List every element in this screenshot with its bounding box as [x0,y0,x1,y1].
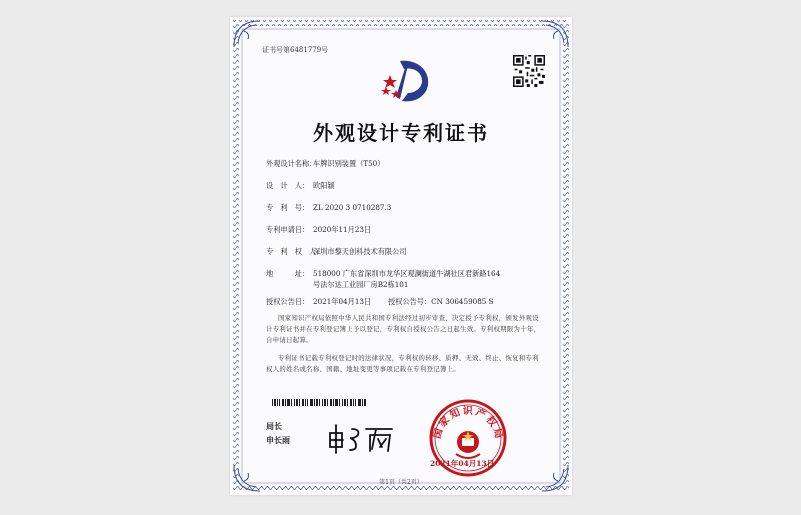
cnipa-logo-icon [378,57,434,107]
address-row-continued: 号法尔达工业园厂房B2栋101 [313,280,409,289]
barcode-icon [272,399,367,406]
seal-date: 2021年04月13日 [430,459,495,468]
certificate-number: 证书号第6481779号 [262,46,329,54]
grant-paragraph: 国家知识产权局依照中华人民共和国专利法经过初步审查，决定授予专利权，颁发外观设计专利证书并在专利登记簿上予以登记，专利权自授权公告之日起生效。专利权期限为十年，自申请日起算。 [266,314,541,344]
application-date-row: 专利申请日： 2020年11月23日 [266,225,372,234]
grant-date-row: 授权公告日： 2021年04月13日 [266,297,372,306]
designer-row: 设 计 人： 欧阳颖 [266,181,335,190]
patentee-row: 专 利 权 人：深圳市黎天创科技术有限公司 [266,247,407,256]
patent-certificate [230,17,572,495]
certificate-title: 外观设计专利证书 [313,121,489,145]
page-footer: 第1页（共2页） [379,479,423,486]
director-title: 局长 [266,421,282,431]
svg-text:国家知识产权局: 国家知识产权局 [431,405,505,442]
patent-number-row: 专 利 号： ZL 2020 3 0710287.3 [266,203,392,212]
legal-status-paragraph: 专利证书记载专利权登记时的法律状况，专利权的转移、质押、无效、终止、恢复和专利权人的姓名或名称、国籍、地址变更等事项记载在专利登记簿上。 [266,354,539,373]
grant-number-row: 授权公告号：CN 306459085 S [388,297,494,306]
handwritten-signature-icon [326,421,398,455]
qr-code-icon [513,55,545,87]
address-row: 地 址： 518000 广东省深圳市龙华区观澜街道牛湖社区君新路164 [266,269,501,278]
design-name-row: 外观设计名称：车牌识别装置（T50） [266,159,385,168]
director-name: 申长雨 [266,435,290,445]
